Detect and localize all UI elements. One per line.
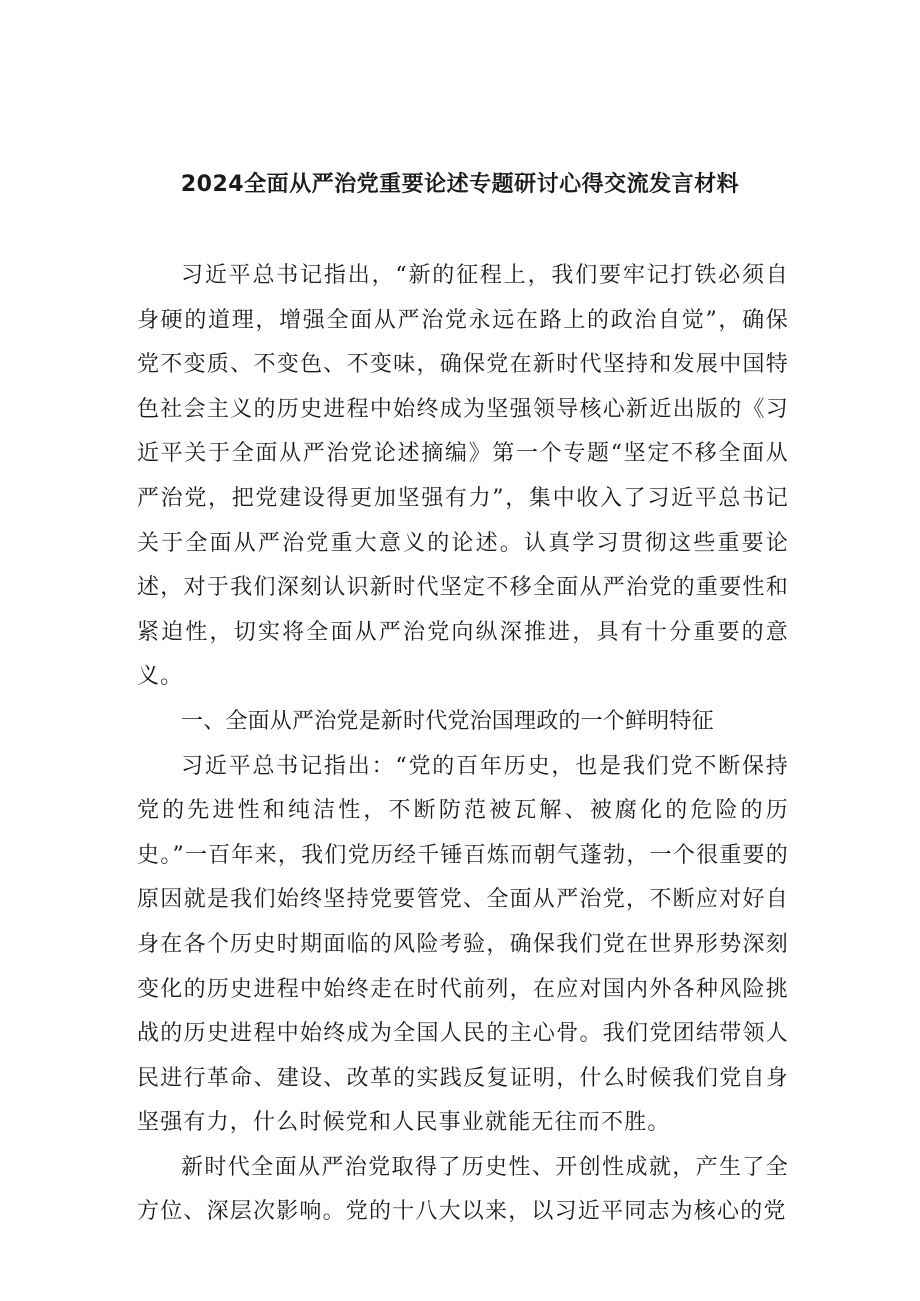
document-title: 2024全面从严治党重要论述专题研讨心得交流发言材料 <box>180 172 740 197</box>
section1-paragraph-2: 新时代全面从严治党取得了历史性、开创性成就，产生了全方位、深层次影响。党的十八大以来，以习近平同志为核心的党 <box>137 1154 789 1225</box>
section1-paragraph-1: 习近平总书记指出：“党的百年历史，也是我们党不断保持党的先进性和纯洁性，不断防范被瓦解、被腐化的危险的历史。”一百年来，我们党历经千锤百炼而朝气蓬勃，一个很重要的原因就是我们始终坚持党要管党、全面从严治党，不断应对好自身在各个历史时期面临的风险考验，确保我们党在世界形势深刻变化的历史进程中始终走在时代前列，在应对国内外各种风险挑战的历史进程中始终成为全国人民的主心骨。我们党团结带领人民进行革命、建设、改革的实践反复证明，什么时候我们党自身坚强有力，什么时候党和人民事业就能无往而不胜。 <box>137 753 789 1136</box>
section-heading-1: 一、全面从严治党是新时代党治国理政的一个鲜明特征 <box>181 708 714 734</box>
document-body <box>137 254 789 1235</box>
intro-paragraph: 习近平总书记指出，“新的征程上，我们要牢记打铁必须自身硬的道理，增强全面从严治党永远在路上的政治自觉”，确保党不变质、不变色、不变味，确保党在新时代坚持和发展中国特色社会主义的历史进程中始终成为坚强领导核心新近出版的《习近平关于全面从严治党论述摘编》第一个专题“坚定不移全面从严治党，把党建设得更加坚强有力”，集中收入了习近平总书记关于全面从严治党重大意义的论述。认真学习贯彻这些重要论述，对于我们深刻认识新时代坚定不移全面从严治党的重要性和紧迫性，切实将全面从严治党向纵深推进，具有十分重要的意义。 <box>137 263 789 690</box>
